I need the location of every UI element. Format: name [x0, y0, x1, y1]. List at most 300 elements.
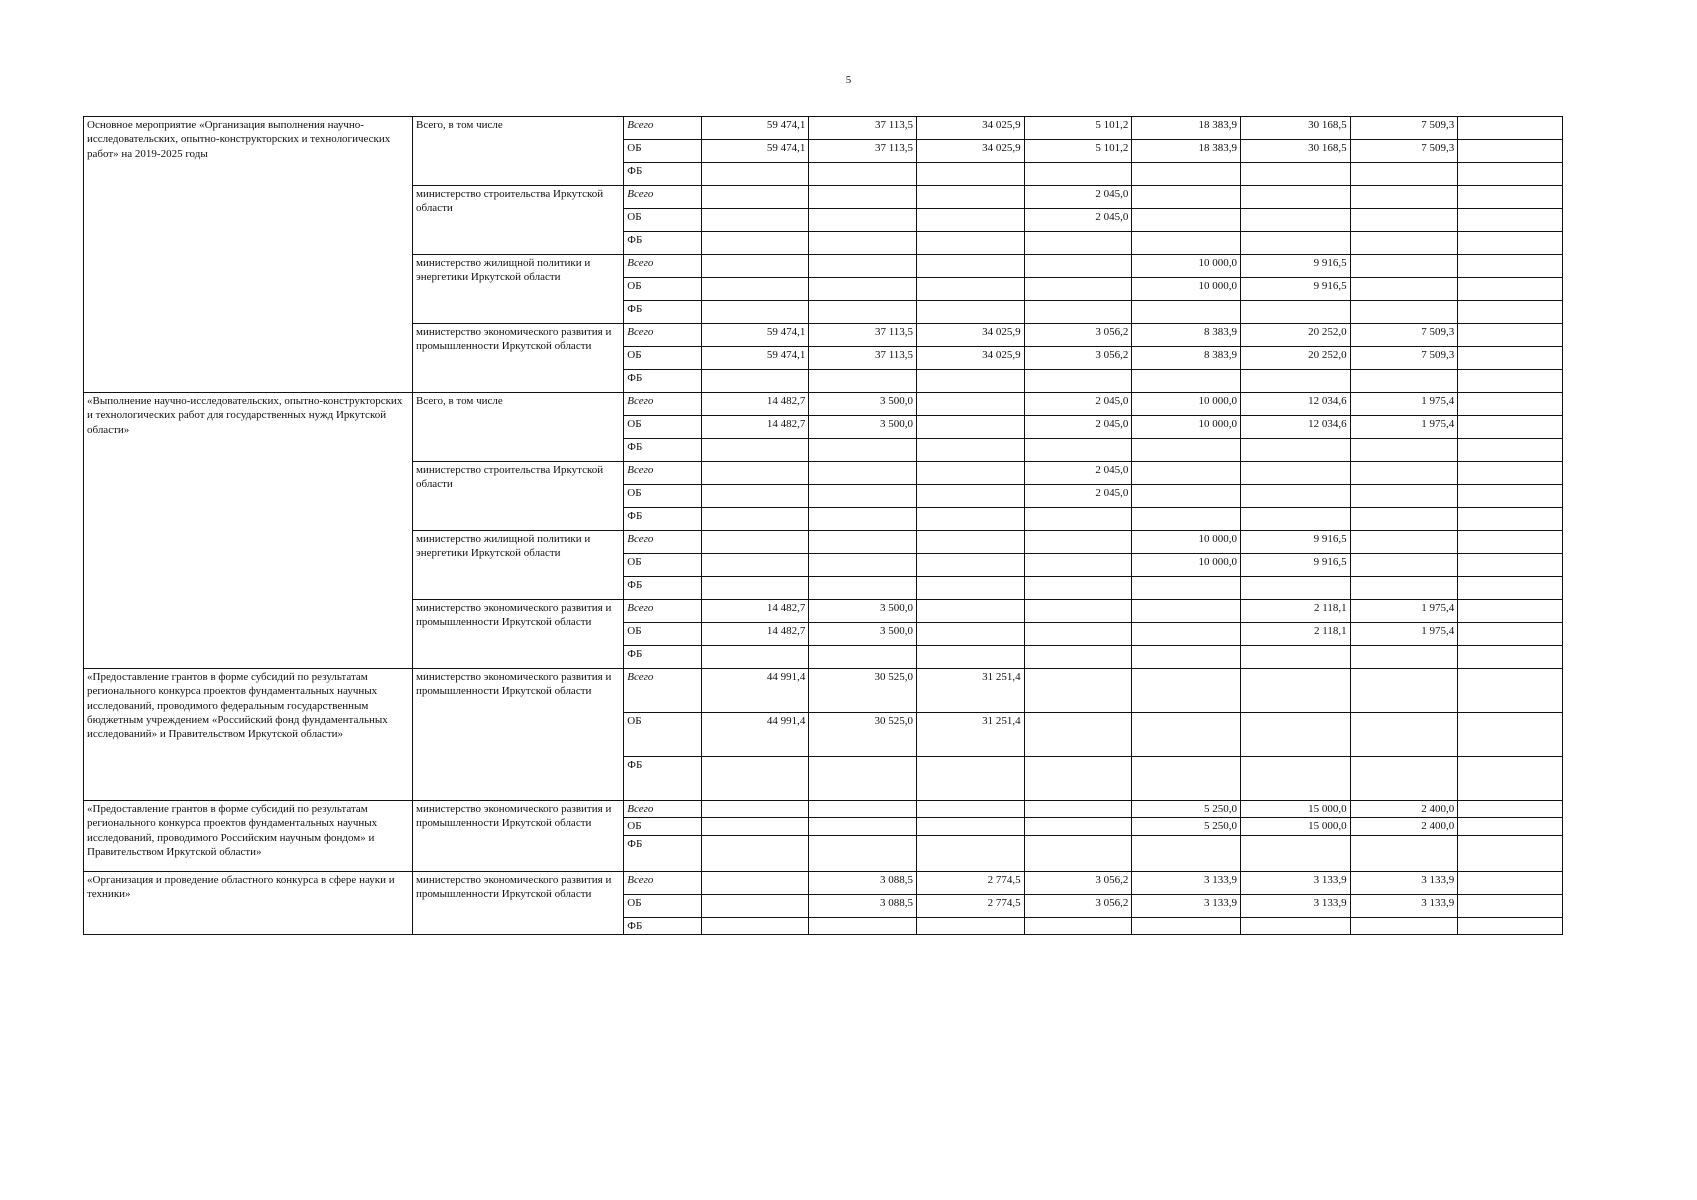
amount-cell: 59 474,1	[701, 117, 809, 140]
amount-cell	[1350, 278, 1458, 301]
amount-cell	[1458, 278, 1563, 301]
amount-cell: 5 250,0	[1132, 818, 1241, 835]
amount-cell: 3 500,0	[809, 393, 917, 416]
amount-cell	[917, 917, 1025, 934]
amount-cell	[809, 801, 917, 818]
amount-cell	[809, 757, 917, 801]
amount-cell	[1458, 577, 1563, 600]
amount-cell	[701, 917, 809, 934]
funding-source: ОБ	[624, 278, 701, 301]
amount-cell	[1458, 646, 1563, 669]
amount-cell	[1458, 818, 1563, 835]
amount-cell	[917, 508, 1025, 531]
amount-cell: 2 400,0	[1350, 801, 1458, 818]
amount-cell: 1 975,4	[1350, 623, 1458, 646]
amount-cell	[701, 186, 809, 209]
amount-cell	[1350, 713, 1458, 757]
amount-cell: 3 056,2	[1024, 324, 1132, 347]
amount-cell: 10 000,0	[1132, 278, 1241, 301]
amount-cell	[1350, 646, 1458, 669]
amount-cell	[917, 439, 1025, 462]
amount-cell	[809, 646, 917, 669]
amount-cell	[809, 577, 917, 600]
amount-cell	[1240, 232, 1350, 255]
funding-source: ОБ	[624, 140, 701, 163]
amount-cell: 14 482,7	[701, 393, 809, 416]
activity-name: Основное мероприятие «Организация выполнения научно-исследовательских, опытно-конструкторских и технологических работ» на 2019-2025 годы	[84, 117, 413, 393]
amount-cell	[1132, 209, 1241, 232]
amount-cell: 30 525,0	[809, 713, 917, 757]
amount-cell	[1458, 835, 1563, 871]
amount-cell	[1024, 508, 1132, 531]
amount-cell: 59 474,1	[701, 347, 809, 370]
amount-cell	[1132, 600, 1241, 623]
amount-cell: 37 113,5	[809, 117, 917, 140]
amount-cell	[1132, 301, 1241, 324]
amount-cell	[701, 485, 809, 508]
amount-cell	[917, 600, 1025, 623]
amount-cell	[1024, 255, 1132, 278]
amount-cell	[1132, 508, 1241, 531]
amount-cell: 3 056,2	[1024, 871, 1132, 894]
amount-cell	[1240, 713, 1350, 757]
funding-source: ОБ	[624, 623, 701, 646]
amount-cell	[1024, 554, 1132, 577]
amount-cell	[917, 757, 1025, 801]
amount-cell	[809, 301, 917, 324]
amount-cell	[1024, 600, 1132, 623]
amount-cell	[701, 894, 809, 917]
amount-cell	[1240, 163, 1350, 186]
amount-cell: 14 482,7	[701, 600, 809, 623]
amount-cell	[917, 818, 1025, 835]
amount-cell: 7 509,3	[1350, 324, 1458, 347]
amount-cell	[1458, 255, 1563, 278]
amount-cell	[1024, 646, 1132, 669]
amount-cell	[1024, 370, 1132, 393]
executor-name: министерство экономического развития и промышленности Иркутской области	[413, 669, 624, 801]
amount-cell	[917, 577, 1025, 600]
amount-cell	[1024, 531, 1132, 554]
funding-source: Всего	[624, 255, 701, 278]
funding-source: ФБ	[624, 301, 701, 324]
amount-cell	[1458, 462, 1563, 485]
amount-cell	[1024, 669, 1132, 713]
funding-source: ОБ	[624, 713, 701, 757]
funding-source: ОБ	[624, 894, 701, 917]
amount-cell: 2 118,1	[1240, 600, 1350, 623]
amount-cell	[1458, 393, 1563, 416]
amount-cell	[1024, 278, 1132, 301]
funding-source: Всего	[624, 531, 701, 554]
funding-source: Всего	[624, 117, 701, 140]
table-row	[84, 801, 1563, 818]
amount-cell	[1132, 835, 1241, 871]
amount-cell	[701, 531, 809, 554]
amount-cell	[1458, 623, 1563, 646]
funding-source: ФБ	[624, 232, 701, 255]
amount-cell	[1240, 917, 1350, 934]
amount-cell	[1350, 577, 1458, 600]
amount-cell	[1132, 439, 1241, 462]
amount-cell: 10 000,0	[1132, 531, 1241, 554]
amount-cell	[1024, 917, 1132, 934]
amount-cell: 9 916,5	[1240, 554, 1350, 577]
amount-cell	[1458, 508, 1563, 531]
table-row	[84, 669, 1563, 713]
amount-cell: 3 500,0	[809, 623, 917, 646]
amount-cell: 12 034,6	[1240, 416, 1350, 439]
amount-cell: 31 251,4	[917, 669, 1025, 713]
amount-cell	[1132, 757, 1241, 801]
amount-cell: 5 101,2	[1024, 117, 1132, 140]
amount-cell	[917, 531, 1025, 554]
amount-cell: 2 045,0	[1024, 462, 1132, 485]
amount-cell: 3 133,9	[1350, 894, 1458, 917]
funding-source: ОБ	[624, 209, 701, 232]
amount-cell	[1458, 232, 1563, 255]
funding-source: ФБ	[624, 439, 701, 462]
funding-source: ОБ	[624, 554, 701, 577]
amount-cell	[1350, 370, 1458, 393]
executor-name: министерство строительства Иркутской области	[413, 186, 624, 255]
amount-cell	[701, 163, 809, 186]
amount-cell	[1458, 209, 1563, 232]
amount-cell	[1132, 577, 1241, 600]
amount-cell: 2 045,0	[1024, 416, 1132, 439]
amount-cell: 3 088,5	[809, 894, 917, 917]
amount-cell: 5 250,0	[1132, 801, 1241, 818]
amount-cell: 2 400,0	[1350, 818, 1458, 835]
amount-cell: 3 133,9	[1350, 871, 1458, 894]
amount-cell	[809, 818, 917, 835]
amount-cell: 7 509,3	[1350, 347, 1458, 370]
amount-cell	[1240, 370, 1350, 393]
amount-cell	[1350, 757, 1458, 801]
amount-cell	[917, 462, 1025, 485]
budget-table	[83, 116, 1563, 935]
activity-name: «Организация и проведение областного конкурса в сфере науки и техники»	[84, 871, 413, 934]
amount-cell	[1132, 917, 1241, 934]
amount-cell	[1458, 186, 1563, 209]
amount-cell: 8 383,9	[1132, 347, 1241, 370]
amount-cell	[1240, 669, 1350, 713]
amount-cell	[917, 370, 1025, 393]
amount-cell	[701, 278, 809, 301]
amount-cell: 18 383,9	[1132, 117, 1241, 140]
funding-source: ФБ	[624, 577, 701, 600]
amount-cell	[1132, 669, 1241, 713]
amount-cell: 34 025,9	[917, 140, 1025, 163]
amount-cell	[1024, 835, 1132, 871]
amount-cell: 2 774,5	[917, 871, 1025, 894]
amount-cell: 2 045,0	[1024, 186, 1132, 209]
table-row	[84, 393, 1563, 416]
amount-cell	[1458, 917, 1563, 934]
amount-cell: 7 509,3	[1350, 140, 1458, 163]
amount-cell	[701, 554, 809, 577]
amount-cell: 10 000,0	[1132, 554, 1241, 577]
amount-cell	[1458, 485, 1563, 508]
amount-cell: 3 056,2	[1024, 894, 1132, 917]
amount-cell: 34 025,9	[917, 347, 1025, 370]
funding-source: ФБ	[624, 508, 701, 531]
amount-cell	[1350, 186, 1458, 209]
table-row	[84, 871, 1563, 894]
amount-cell: 1 975,4	[1350, 393, 1458, 416]
amount-cell	[809, 462, 917, 485]
amount-cell	[917, 255, 1025, 278]
amount-cell	[1458, 801, 1563, 818]
funding-source: Всего	[624, 462, 701, 485]
amount-cell	[1132, 623, 1241, 646]
funding-source: ОБ	[624, 485, 701, 508]
amount-cell: 31 251,4	[917, 713, 1025, 757]
amount-cell	[1024, 623, 1132, 646]
amount-cell	[1024, 818, 1132, 835]
amount-cell	[1350, 301, 1458, 324]
amount-cell	[1132, 713, 1241, 757]
funding-source: ФБ	[624, 646, 701, 669]
amount-cell	[701, 370, 809, 393]
amount-cell	[917, 646, 1025, 669]
amount-cell: 3 133,9	[1132, 871, 1241, 894]
executor-name: Всего, в том числе	[413, 117, 624, 186]
activity-name: «Выполнение научно-исследовательских, опытно-конструкторских и технологических работ для государственных нужд Иркутской области»	[84, 393, 413, 669]
amount-cell	[1350, 255, 1458, 278]
funding-source: Всего	[624, 871, 701, 894]
amount-cell	[1240, 301, 1350, 324]
amount-cell	[809, 186, 917, 209]
amount-cell	[1350, 232, 1458, 255]
funding-source: ОБ	[624, 818, 701, 835]
amount-cell	[809, 835, 917, 871]
funding-source: Всего	[624, 801, 701, 818]
amount-cell	[701, 646, 809, 669]
amount-cell	[701, 209, 809, 232]
amount-cell	[1240, 186, 1350, 209]
executor-name: министерство экономического развития и промышленности Иркутской области	[413, 324, 624, 393]
amount-cell: 30 168,5	[1240, 117, 1350, 140]
amount-cell: 15 000,0	[1240, 801, 1350, 818]
amount-cell	[1458, 140, 1563, 163]
amount-cell	[917, 232, 1025, 255]
funding-source: Всего	[624, 324, 701, 347]
amount-cell	[809, 554, 917, 577]
amount-cell	[1350, 554, 1458, 577]
amount-cell	[917, 301, 1025, 324]
amount-cell	[1350, 835, 1458, 871]
amount-cell: 2 045,0	[1024, 485, 1132, 508]
executor-name: министерство жилищной политики и энергетики Иркутской области	[413, 255, 624, 324]
amount-cell: 3 133,9	[1240, 894, 1350, 917]
amount-cell	[1240, 646, 1350, 669]
amount-cell: 37 113,5	[809, 324, 917, 347]
executor-name: министерство строительства Иркутской области	[413, 462, 624, 531]
amount-cell	[1350, 462, 1458, 485]
amount-cell	[917, 554, 1025, 577]
amount-cell	[1350, 209, 1458, 232]
amount-cell	[917, 485, 1025, 508]
amount-cell	[917, 835, 1025, 871]
amount-cell	[701, 818, 809, 835]
amount-cell	[701, 835, 809, 871]
funding-source: ФБ	[624, 370, 701, 393]
amount-cell	[701, 757, 809, 801]
amount-cell	[701, 301, 809, 324]
amount-cell	[809, 439, 917, 462]
amount-cell	[1458, 554, 1563, 577]
amount-cell	[1350, 917, 1458, 934]
funding-source: ОБ	[624, 347, 701, 370]
amount-cell	[1132, 485, 1241, 508]
amount-cell	[809, 917, 917, 934]
amount-cell	[917, 209, 1025, 232]
amount-cell: 14 482,7	[701, 416, 809, 439]
activity-name: «Предоставление грантов в форме субсидий по результатам регионального конкурса проектов фундаментальных научных исследований, проводимого Российским научным фондом» и Правительством Иркутской области»	[84, 801, 413, 872]
amount-cell	[701, 801, 809, 818]
amount-cell: 5 101,2	[1024, 140, 1132, 163]
amount-cell	[1024, 232, 1132, 255]
funding-source: Всего	[624, 600, 701, 623]
amount-cell: 3 500,0	[809, 600, 917, 623]
amount-cell	[1458, 531, 1563, 554]
amount-cell: 3 133,9	[1240, 871, 1350, 894]
amount-cell	[809, 232, 917, 255]
activity-name: «Предоставление грантов в форме субсидий по результатам регионального конкурса проектов фундаментальных научных исследований, проводимого федеральным государственным бюджетным учреждением «Российский фонд фундаментальных исследований» и Правительством Иркутской области»	[84, 669, 413, 801]
amount-cell: 44 991,4	[701, 669, 809, 713]
amount-cell: 1 975,4	[1350, 416, 1458, 439]
amount-cell	[1024, 801, 1132, 818]
amount-cell	[1024, 439, 1132, 462]
amount-cell	[809, 370, 917, 393]
amount-cell	[809, 485, 917, 508]
amount-cell: 37 113,5	[809, 140, 917, 163]
amount-cell	[1240, 462, 1350, 485]
amount-cell	[1458, 370, 1563, 393]
amount-cell	[1132, 370, 1241, 393]
amount-cell: 10 000,0	[1132, 416, 1241, 439]
executor-name: министерство жилищной политики и энергетики Иркутской области	[413, 531, 624, 600]
amount-cell	[917, 186, 1025, 209]
amount-cell	[809, 163, 917, 186]
amount-cell: 34 025,9	[917, 324, 1025, 347]
amount-cell	[1240, 508, 1350, 531]
amount-cell: 2 118,1	[1240, 623, 1350, 646]
amount-cell	[917, 393, 1025, 416]
amount-cell	[1458, 347, 1563, 370]
amount-cell	[809, 508, 917, 531]
amount-cell: 10 000,0	[1132, 393, 1241, 416]
amount-cell	[809, 278, 917, 301]
amount-cell	[701, 439, 809, 462]
amount-cell	[701, 462, 809, 485]
amount-cell	[1132, 232, 1241, 255]
amount-cell	[1458, 301, 1563, 324]
amount-cell: 3 500,0	[809, 416, 917, 439]
amount-cell	[1458, 439, 1563, 462]
executor-name: Всего, в том числе	[413, 393, 624, 462]
amount-cell	[1240, 577, 1350, 600]
amount-cell: 20 252,0	[1240, 324, 1350, 347]
amount-cell: 2 045,0	[1024, 393, 1132, 416]
amount-cell	[701, 871, 809, 894]
amount-cell	[917, 163, 1025, 186]
amount-cell	[1132, 646, 1241, 669]
amount-cell: 2 774,5	[917, 894, 1025, 917]
amount-cell: 59 474,1	[701, 140, 809, 163]
funding-source: ФБ	[624, 757, 701, 801]
amount-cell: 1 975,4	[1350, 600, 1458, 623]
amount-cell	[1458, 757, 1563, 801]
amount-cell	[1350, 531, 1458, 554]
amount-cell	[1350, 439, 1458, 462]
amount-cell	[809, 209, 917, 232]
funding-source: Всего	[624, 393, 701, 416]
amount-cell	[917, 623, 1025, 646]
amount-cell	[1132, 163, 1241, 186]
amount-cell	[1350, 485, 1458, 508]
amount-cell	[1024, 757, 1132, 801]
amount-cell	[1024, 301, 1132, 324]
amount-cell: 3 056,2	[1024, 347, 1132, 370]
amount-cell: 9 916,5	[1240, 255, 1350, 278]
amount-cell: 14 482,7	[701, 623, 809, 646]
amount-cell	[1458, 600, 1563, 623]
amount-cell	[809, 255, 917, 278]
amount-cell	[1350, 163, 1458, 186]
amount-cell	[1458, 117, 1563, 140]
amount-cell: 9 916,5	[1240, 278, 1350, 301]
amount-cell	[1240, 439, 1350, 462]
funding-source: ФБ	[624, 835, 701, 871]
amount-cell: 20 252,0	[1240, 347, 1350, 370]
amount-cell: 3 088,5	[809, 871, 917, 894]
amount-cell: 30 168,5	[1240, 140, 1350, 163]
amount-cell: 7 509,3	[1350, 117, 1458, 140]
amount-cell	[1458, 669, 1563, 713]
amount-cell	[1024, 713, 1132, 757]
amount-cell	[1240, 757, 1350, 801]
amount-cell: 8 383,9	[1132, 324, 1241, 347]
amount-cell	[917, 278, 1025, 301]
amount-cell	[1458, 163, 1563, 186]
amount-cell: 9 916,5	[1240, 531, 1350, 554]
amount-cell	[1458, 871, 1563, 894]
amount-cell	[701, 577, 809, 600]
amount-cell	[1240, 485, 1350, 508]
page-number: 5	[845, 74, 852, 86]
amount-cell	[1132, 462, 1241, 485]
amount-cell	[1024, 163, 1132, 186]
table-row	[84, 117, 1563, 140]
amount-cell	[1458, 324, 1563, 347]
amount-cell	[917, 416, 1025, 439]
funding-source: ФБ	[624, 917, 701, 934]
amount-cell	[701, 255, 809, 278]
amount-cell: 34 025,9	[917, 117, 1025, 140]
amount-cell	[1240, 835, 1350, 871]
amount-cell: 3 133,9	[1132, 894, 1241, 917]
funding-source: Всего	[624, 669, 701, 713]
amount-cell	[701, 232, 809, 255]
amount-cell	[701, 508, 809, 531]
amount-cell	[1350, 669, 1458, 713]
amount-cell	[1458, 416, 1563, 439]
amount-cell	[1024, 577, 1132, 600]
amount-cell	[1350, 508, 1458, 531]
amount-cell	[1458, 713, 1563, 757]
